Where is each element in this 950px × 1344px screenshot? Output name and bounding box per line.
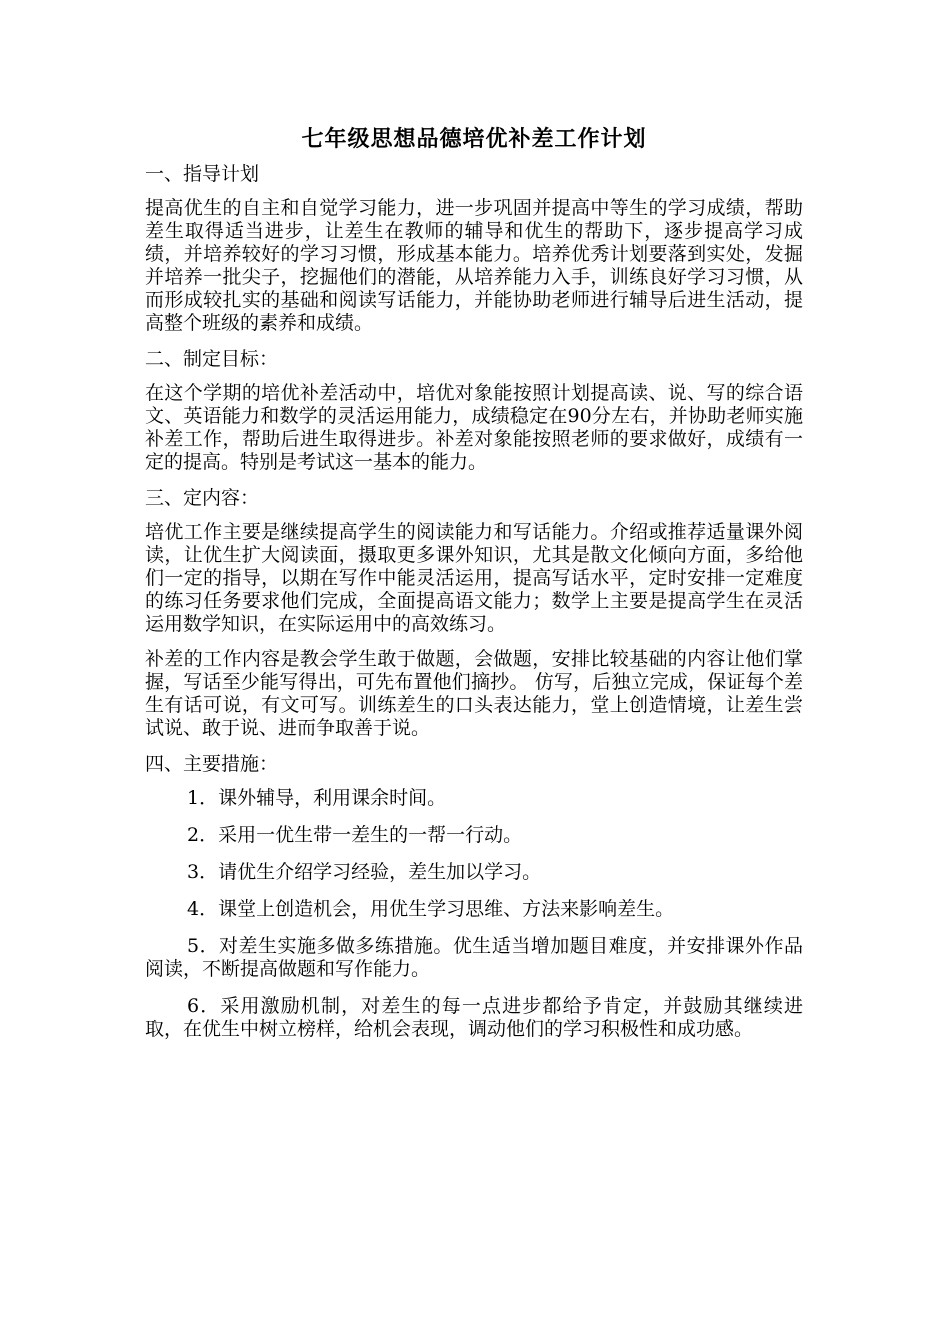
measure-item: 6．采用激励机制，对差生的每一点进步都给予肯定，并鼓励其继续进取，在优生中树立榜样，给机会表现，调动他们的学习积极性和成功感。 [145, 995, 803, 1040]
section-heading-content: 三、定内容： [145, 487, 260, 509]
document-body [145, 122, 803, 1055]
paragraph-content-advanced: 培优工作主要是继续提高学生的阅读能力和写话能力。介绍或推荐适量课外阅读，让优生扩大阅读面，摄取更多课外知识，尤其是散文化倾向方面，多给他们一定的指导，以期在写作中能灵活运用，提高写话水平，定时安排一定难度的练习任务要求他们完成，全面提高语文能力；数学上主要是提高学生在灵活运用数学知识，在实际运用中的高效练习。 [145, 521, 803, 635]
measure-item: 3．请优生介绍学习经验，差生加以学习。 [187, 861, 542, 883]
section-heading-guidance: 一、指导计划 [145, 163, 260, 185]
section-heading-measures: 四、主要措施： [145, 753, 279, 775]
measure-item: 5．对差生实施多做多练措施。优生适当增加题目难度，并安排课外作品阅读，不断提高做题和写作能力。 [145, 935, 803, 980]
paragraph-goals: 在这个学期的培优补差活动中，培优对象能按照计划提高读、说、写的综合语文、英语能力和数学的灵活运用能力，成绩稳定在90分左右，并协助老师实施补差工作，帮助后进生取得进步。补差对象能按照老师的要求做好，成绩有一定的提高。特别是考试这一基本的能力。 [145, 382, 803, 473]
measure-item: 2．采用一优生带一差生的一帮一行动。 [187, 824, 523, 846]
measure-item: 1．课外辅导，利用课余时间。 [187, 787, 447, 809]
paragraph-guidance: 提高优生的自主和自觉学习能力，进一步巩固并提高中等生的学习成绩，帮助差生取得适当进步，让差生在教师的辅导和优生的帮助下，逐步提高学习成绩，并培养较好的学习习惯，形成基本能力。培养优秀计划要落到实处，发掘并培养一批尖子，挖掘他们的潜能，从培养能力入手，训练良好学习习惯，从而形成较扎实的基础和阅读写话能力，并能协助老师进行辅导后进生活动，提高整个班级的素养和成绩。 [145, 197, 803, 334]
document-title: 七年级思想品德培优补差工作计划 [301, 126, 647, 152]
section-heading-goals: 二、制定目标： [145, 348, 279, 370]
measure-item: 4．课堂上创造机会，用优生学习思维、方法来影响差生。 [187, 898, 675, 920]
paragraph-content-remedial: 补差的工作内容是教会学生敢于做题，会做题，安排比较基础的内容让他们掌握，写话至少能写得出，可先布置他们摘抄。 仿写，后独立完成，保证每个差生有话可说，有文可写。训练差生的口头表达能力，堂上创造情境，让差生尝试说、敢于说、进而争取善于说。 [145, 648, 803, 739]
